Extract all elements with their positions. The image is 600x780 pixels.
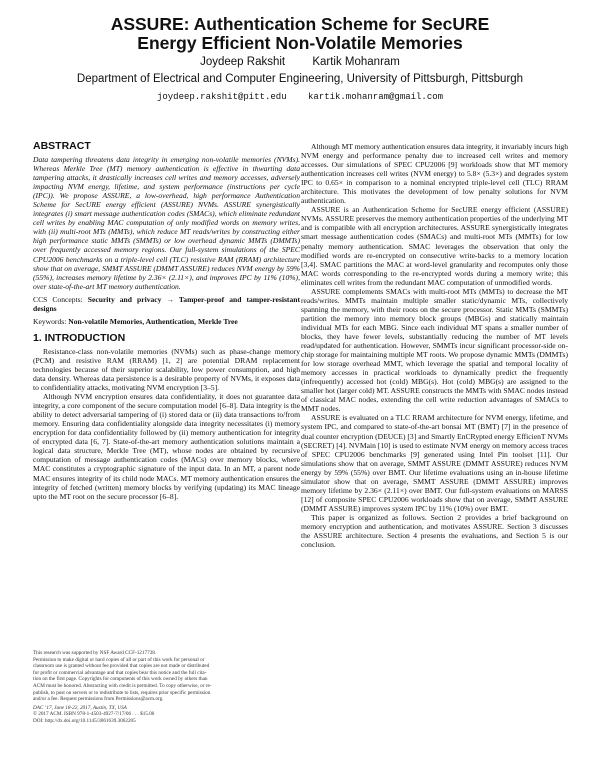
footnote-line: publish, to post on servers or to redistribute to lists, requires prior specific permission: [33, 689, 211, 696]
title-line-1: ASSURE: Authentication Scheme for SecURE: [110, 14, 490, 34]
body-paragraph: Although MT memory authentication ensures data integrity, it invariably incurs high NVM energy and performance penalty due to increased cell writes and memory accesses. Our simulations of SPEC CPU2006 [9] workloads show that MT memory authentication increases cell writes (NVM energy) to 5.8× (5.3×) and degrades system IPC to 0.65× in comparison to a nominal encrypted triple-level cell (TLC) RRAM architecture. This motivates the development of low penalty solutions for NVM authentication.: [301, 142, 568, 206]
author-name: Kartik Mohanram: [312, 56, 400, 68]
footnote-line: ACM must be honored. Abstracting with credit is permitted. To copy otherwise, or re-: [33, 682, 212, 689]
intro-paragraph: Although NVM encryption ensures data confidentiality, it does not guarantee data integrity, a core component of the secure computation model [6–8]. Data integrity is the ability to detect adversarial tampering of (i) stored data or (ii) data transactions to/from memory. Ensuring data confidentiality alongside data integrity necessitates (i) memory encryption for data confidentiality followed by (ii) memory authentication for integrity of encrypted data [6, 7]. State-of-the-art memory authentication solutions maintain a logical data structure, Merkle Tree (MT), whose nodes are obtained by recursive computation of message authentication codes (MACs) over memory blocks, where MAC constitutes a cryptographic signature of the input data. In an MT, a parent node MAC ensures integrity of its child node MACs. MT memory authentication ensures the integrity of fetched (written) memory blocks by verifying (updating) its MAC lineage upto the MT root on the secure processor [6–8].: [33, 392, 300, 501]
body-paragraph: ASSURE is evaluated on a TLC RRAM architecture for NVM energy, lifetime, and system IPC, and compared to state-of-the-art bonsai MT (BMT) [7] in the presence of dual counter encryption (DEUCE) [3] and Smartly EnCRypted energy EfficienT NVMs (SECRET) [4]. NVMain [10] is used to estimate NVM energy on memory access traces of SPEC CPU2006 benchmarks [9] generated using Intel Pin toolset [11]. Our simulations show that on average, SMMT ASSURE (DMMT ASSURE) reduces NVM energy by 59% (55%) over BMT. Our lifetime evaluations using an in-house lifetime simulator show that on average, SMMT ASSURE (DMMT ASSURE) improves memory lifetime by 2.36× (2.11×) over BMT. Our full-system evaluations on MARSS [12] of composite SPEC CPU2006 workloads show that on average, SMMT ASSURE (DMMT ASSURE) improves system IPC by 11% (10%) over BMT.: [301, 413, 568, 513]
footnotes: [33, 650, 300, 725]
footnote-copyright: © 2017 ACM. ISBN 978-1-4503-4927-7/17/06 . . . $15.00: [33, 711, 155, 718]
author-name: Joydeep Rakshit: [200, 56, 286, 68]
body-paragraph: ASSURE complements SMACs with multi-root MTs (MMTs) to decrease the MT reads/writes. MMTs maintain multiple smaller static/dynamic MTs, collectively spanning the memory, with their roots on the secure processor. Static MMTs (SMMTs) partition the memory into memory block groups (MBGs) and statically maintain individual MTs for each MBG. Since each individual MT spans a smaller number of blocks, they have fewer levels, substantially reducing the number of MT levels read/updated for authentication. However, SMMTs incur significant processor-side on-chip storage for maintaining multiple MT roots. We propose dynamic MMTs (DMMTs) for low storage overhead MMT, which leverage the spatial and temporal locality of memory accesses in practical workloads to dynamically predict the frequently (infrequently) accessed hot (cold) MBG(s). Hot (cold) MBG(s) are assigned to the smaller hot (larger cold) MT. ASSURE constructs the MMTs with SMAC nodes instead of classical MAC nodes, extending the cell write reduction advantages of SMACs to MMT nodes.: [301, 286, 568, 414]
left-column: [33, 140, 300, 501]
affiliation: Department of Electrical and Computer Engineering, University of Pittsburgh, Pittsburgh: [76, 73, 524, 85]
author-email[interactable]: joydeep.rakshit@pitt.edu: [156, 92, 287, 102]
footnote-conference: DAC ’17, June 18-22, 2017, Austin, TX, USA: [33, 704, 127, 711]
footnote-line: Permission to make digital or hard copies of all or part of this work for personal or: [33, 656, 205, 663]
abstract-text: Data tampering threatens data integrity in emerging non-volatile memories (NVMs). Whereas Merkle Tree (MT) memory authentication is effective in thwarting data tampering attacks, it drastically increases cell writes and memory accesses, adversely impacting NVM energy, lifetime, and system performance (instructions per cycle (IPC)). We propose ASSURE, a low-overhead, high performance Authentication Scheme for SecURE energy efficient (ASSURE) NVMs. ASSURE synergistically integrates (i) smart message authentication codes (SMACs), which eliminate redundant cell writes by enabling MAC computation of only modified words on memory writes, with (ii) multi-root MTs (MMTs), which reduce MT reads/writes by constructing either high performance static MMTs (SMMTs) or low overhead dynamic MMTs (DMMTs) over frequently accessed memory regions. Our full-system simulations of the SPEC CPU2006 benchmarks on a triple-level cell (TLC) resistive RAM (RRAM) architecture show that on average, SMMT ASSURE (DMMT ASSURE) reduces NVM energy by 59% (55%), increases memory lifetime by 2.36× (2.11×), and improves IPC by 11% (10%), over state-of-the-art MT memory authentication.: [33, 155, 300, 291]
keywords-label: Keywords:: [33, 316, 67, 326]
footnote-line: tion on the first page. Copyrights for components of this work owned by others than: [33, 676, 208, 683]
author-list: [0, 56, 600, 68]
ccs-text: Security and privacy → Tamper-proof and tamper-resistant designs: [33, 294, 301, 313]
footnote-line: This research was supported by NSF Award CCF-1217738.: [33, 650, 157, 656]
body-paragraph: ASSURE is an Authentication Scheme for SecURE energy efficient (ASSURE) NVMs. ASSURE preserves the memory authentication properties of the underlying MT and is compatible with all encryption architectures. ASSURE synergistically integrates smart message authentication codes (SMACs) and multi-root MTs (MMTs) for low penalty memory authentication. SMAC leverages the observation that only the modified words are re-encrypted on consecutive write-backs to a memory location [3,4]. SMAC partitions the MAC at word-level granularity and recomputes only those MAC words corresponding to the re-encrypted words during a memory write; this eliminates cell writes from the redundant MAC computation of unmodified words.: [301, 205, 568, 287]
ccs-concepts: [33, 295, 300, 313]
author-emails: [0, 92, 600, 102]
footnote-doi[interactable]: DOI: http://dx.doi.org/10.1145/3061639.3062205: [33, 717, 136, 724]
paper-title: [0, 15, 600, 53]
footnote-line: and/or a fee. Request permissions from Permissions@acm.org.: [33, 696, 164, 703]
title-line-2: Energy Efficient Non-Volatile Memories: [137, 33, 463, 53]
footnote-line: classroom use is granted without fee provided that copies are not made or distributed: [33, 663, 210, 670]
ccs-label: CCS Concepts:: [33, 294, 83, 304]
keywords-text: Non-volatile Memories, Authentication, Merkle Tree: [68, 316, 238, 326]
intro-heading: 1. INTRODUCTION: [33, 331, 126, 344]
intro-paragraph: Resistance-class non-volatile memories (NVMs) such as phase-change memory (PCM) and resistive RAM (RRAM) [1, 2] are potential DRAM replacement technologies because of their superior scalability, low power consumption, and high data density. Whereas data persistence is a desirable property of NVMs, it exposes data to confidentiality attacks, motivating NVM encryption [3–5].: [33, 346, 300, 393]
right-column: [301, 142, 568, 549]
footnote-line: for profit or commercial advantage and that copies bear this notice and the full cita-: [33, 669, 207, 676]
keywords: [33, 317, 300, 326]
abstract-heading: ABSTRACT: [33, 140, 91, 152]
author-email[interactable]: kartik.mohanram@gmail.com: [308, 92, 444, 102]
body-paragraph: This paper is organized as follows. Section 2 provides a brief background on memory encryption and authentication, and motivates ASSURE. Section 3 discusses the ASSURE architecture. Section 4 presents the evaluations, and Section 5 is our conclusion.: [301, 512, 568, 550]
